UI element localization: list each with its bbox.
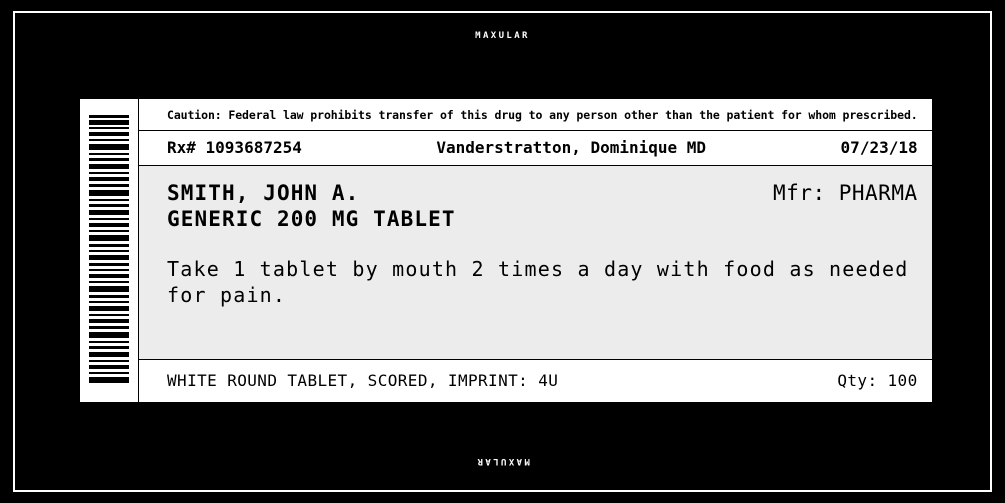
patient-name: SMITH, JOHN A. (167, 181, 360, 205)
brand-label-top: MAXULAR (475, 31, 530, 41)
tablet-description: WHITE ROUND TABLET, SCORED, IMPRINT: 4U (167, 371, 559, 390)
manufacturer: Mfr: PHARMA (773, 181, 918, 205)
patient-and-mfr-row (167, 181, 918, 232)
barcode-column (80, 99, 139, 402)
barcode-icon (89, 115, 129, 387)
patient-drug-block (167, 181, 759, 232)
brand-label-bottom: MAXULAR (475, 456, 530, 466)
prescriber-name: Vanderstratton, Dominique MD (436, 138, 707, 157)
directions-text: Take 1 tablet by mouth 2 times a day with food as needed for pain. (167, 257, 909, 308)
fill-date: 07/23/18 (840, 138, 918, 157)
quantity: Qty: 100 (837, 371, 918, 390)
caution-text: Caution: Federal law prohibits transfer of this drug to any person other than the patient for whom prescribed. (139, 99, 932, 131)
drug-name: GENERIC 200 MG TABLET (167, 206, 456, 231)
label-content (139, 99, 932, 402)
rx-number: Rx# 1093687254 (167, 138, 302, 157)
rx-header-row (139, 131, 932, 166)
label-main-section (139, 166, 932, 360)
prescription-label (80, 99, 925, 402)
description-row (139, 360, 932, 402)
